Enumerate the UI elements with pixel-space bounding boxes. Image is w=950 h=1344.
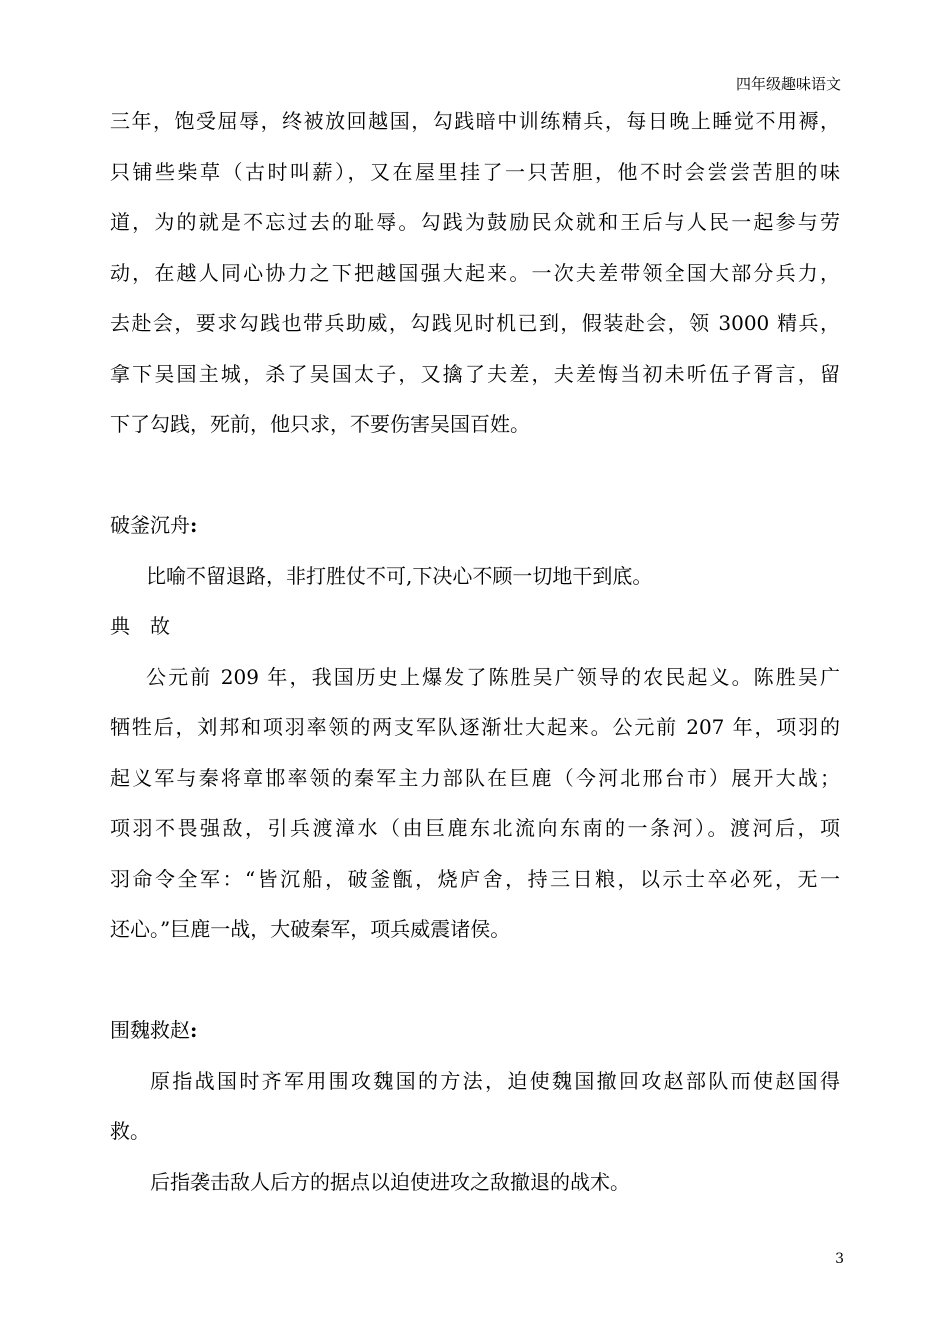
page-header-title: 四年级趣味语文 xyxy=(735,75,841,93)
idiom-heading-pofuchenzhou xyxy=(110,500,840,551)
heading-colon: : xyxy=(190,513,198,537)
paragraph-line: 救。 xyxy=(110,1119,150,1143)
paragraph-line: 只铺些柴草（古时叫薪），又在屋里挂了一只苦胆，他不时会尝尝苦胆的味 xyxy=(110,159,840,184)
idiom-meaning-paragraph xyxy=(110,1056,840,1208)
paragraph-line: 牺牲后，刘邦和项羽率领的两支军队逐渐壮大起来。公元前 207 年，项羽的 xyxy=(110,715,840,739)
paragraph-line: 原指战国时齐军用围攻魏国的方法，迫使魏国撤回攻赵部队而使赵国得 xyxy=(150,1068,840,1093)
spacer xyxy=(110,450,840,501)
paragraph-line: 后指袭击敌人后方的据点以迫使进攻之敌撤退的战术。 xyxy=(150,1169,630,1194)
paragraph-line: 去赴会，要求勾践也带兵助威，勾践见时机已到，假装赴会，领 3000 精兵， xyxy=(110,311,840,335)
paragraph-line: 下了勾践，死前，他只求，不要伤害吴国百姓。 xyxy=(110,412,530,436)
idiom-title: 破釜沉舟 xyxy=(110,513,190,537)
paragraph-line: 起义军与秦将章邯率领的秦军主力部队在巨鹿（今河北邢台市）展开大战； xyxy=(110,765,840,790)
paragraph-line: 还心。”巨鹿一战，大破秦军，项兵威震诸侯。 xyxy=(110,917,511,941)
idiom-title: 围魏救赵 xyxy=(110,1018,190,1042)
document-body xyxy=(110,96,840,1207)
paragraph-line: 羽命令全军：“皆沉船，破釜甑，烧庐舍，持三日粮，以示士卒必死，无一 xyxy=(110,866,840,891)
heading-colon: : xyxy=(190,1018,198,1042)
paragraph-line: 项羽不畏强敌，引兵渡漳水（由巨鹿东北流向东南的一条河）。渡河后，项 xyxy=(110,816,840,840)
story-label: 典 故 xyxy=(110,614,170,638)
idiom-heading-weiweijiuzhao xyxy=(110,1005,840,1056)
idiom-meaning: 比喻不留退路，非打胜仗不可,下决心不顾一切地干到底。 xyxy=(146,563,653,588)
story-paragraph xyxy=(110,652,840,955)
paragraph-line: 拿下吴国主城，杀了吴国太子，又擒了夫差，夫差悔当初未听伍子胥言，留 xyxy=(110,361,840,386)
spacer xyxy=(110,955,840,1006)
page-number: 3 xyxy=(835,1251,844,1267)
paragraph-line: 公元前 209 年，我国历史上爆发了陈胜吴广领导的农民起义。陈胜吴广 xyxy=(146,664,840,689)
story-continuation xyxy=(110,96,840,450)
paragraph-line: 道，为的就是不忘过去的耻辱。勾践为鼓励民众就和王后与人民一起参与劳 xyxy=(110,210,840,234)
paragraph-line: 三年，饱受屈辱，终被放回越国，勾践暗中训练精兵，每日晚上睡觉不用褥， xyxy=(110,109,840,133)
paragraph-line: 动，在越人同心协力之下把越国强大起来。一次夫差带领全国大部分兵力， xyxy=(110,260,840,285)
